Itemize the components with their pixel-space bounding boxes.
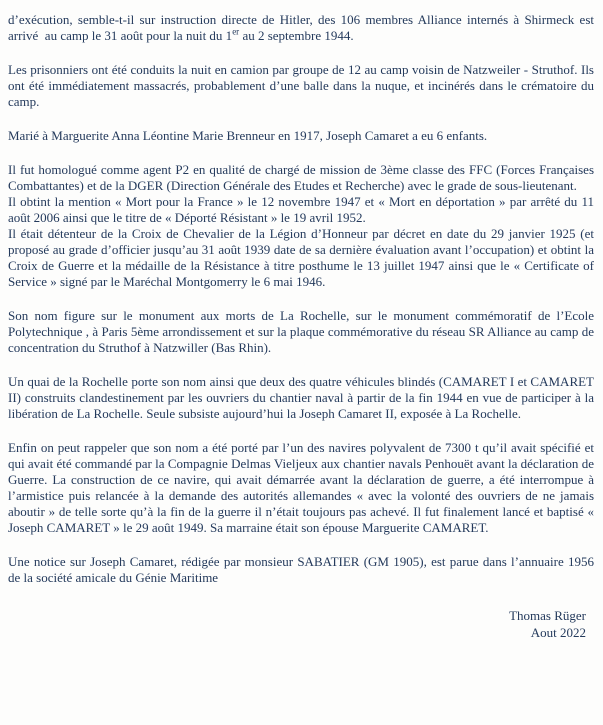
paragraph-mentions-mort-pour-la-france: Il obtint la mention « Mort pour la France » le 12 novembre 1947 et « Mort en déportation » par arrêté du 11 août 2006 ainsi que le titre de « Déporté Résistant » le 19 avril 1952.: [8, 194, 598, 225]
paragraph-monuments-commemoratifs: Son nom figure sur le monument aux morts de La Rochelle, sur le monument commémoratif de l’Ecole Polytechnique , à Paris 5ème arrondissement et sur la plaque commémorative du réseau SR Alliance au camp de concentration du Struthof à Natzwiller (Bas Rhin).: [8, 308, 598, 355]
paragraph-prisonniers-natzweiler: Les prisonniers ont été conduits la nuit en camion par groupe de 12 au camp voisin de Natzweiler - Struthof. Ils ont été immédiatement massacrés, probablement d’une balle dans la nuque, et incinérés dans le crématoire du camp.: [8, 62, 598, 109]
paragraph-quai-vehicules-blindes: Un quai de la Rochelle porte son nom ainsi que deux des quatre véhicules blindés (CAMARET I et CAMARET II) construits clandestinement par les ouvriers du chantier naval à partir de la fin 1944 en vue de participer à la libération de La Rochelle. Seule subsiste aujourd’hui la Joseph Camaret II, exposée à La Rochelle.: [8, 374, 598, 421]
paragraph-text-before-superscript: d’exécution, semble-t-il sur instruction directe de Hitler, des 106 membres Alliance internés à Shirmeck est arrivé au camp le 31 août pour la nuit du 1: [8, 12, 598, 43]
signature-author-name: Thomas Rüger: [509, 608, 586, 623]
paragraph-homologation-ffc-dger: Il fut homologué comme agent P2 en qualité de chargé de mission de 3ème classe des FFC (Forces Françaises Combattantes) et de la DGER (Direction Générale des Etudes et Recherche) avec le grade de sous-lieutenant.: [8, 162, 598, 193]
paragraph-notice-sabatier: Une notice sur Joseph Camaret, rédigée par monsieur SABATIER (GM 1905), est parue dans l’annuaire 1956 de la société amicale du Génie Maritime: [8, 554, 598, 585]
paragraph-execution-shirmeck: [8, 12, 598, 44]
paragraph-decorations-legion-honneur: Il était détenteur de la Croix de Chevalier de la Légion d’Honneur par décret en date du 29 janvier 1925 (et proposé au grade d’officier jusqu’au 31 août 1939 date de sa dernière évaluation avant l’occupation) et obtint la Croix de Guerre et la médaille de la Résistance à titre posthume le 13 juillet 1947 ainsi que le « Certificate of Service » signé par le Maréchal Montgomerry le 6 mai 1946.: [8, 226, 598, 289]
ordinal-superscript: er: [232, 26, 240, 37]
signature-block: [8, 607, 594, 641]
paragraph-navire-joseph-camaret: Enfin on peut rappeler que son nom a été porté par l’un des navires polyvalent de 7300 t qu’il avait spécifié et qui avait été commandé par la Compagnie Delmas Vieljeux aux chantier navals Penhouët avant la déclaration de Guerre. La construction de ce navire, qui avait démarrée avant la déclaration de guerre, a été interrompue à l’armistice puis relancée à la demande des autorités allemandes « avec la volonté des ouvriers de ne jamais aboutir » de telle sorte qu’à la fin de la guerre il n’était toujours pas achevé. Il fut finalement lancé et baptisé « Joseph CAMARET » le 29 août 1949. Sa marraine était son épouse Marguerite CAMARET.: [8, 440, 598, 535]
signature-date: Aout 2022: [530, 625, 586, 640]
paragraph-text-after-superscript: au 2 septembre 1944.: [239, 28, 354, 43]
paragraph-mariage-enfants: Marié à Marguerite Anna Léontine Marie Brenneur en 1917, Joseph Camaret a eu 6 enfants.: [8, 128, 488, 143]
